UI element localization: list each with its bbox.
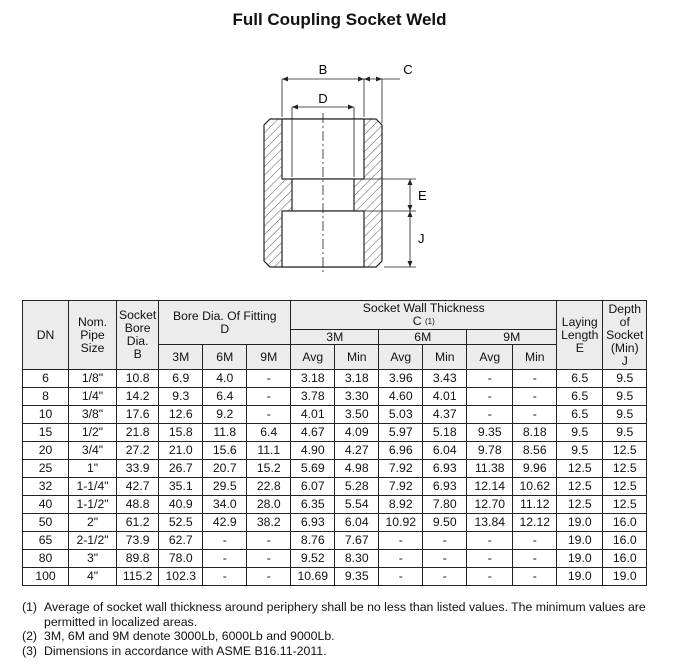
table-cell: - bbox=[379, 532, 423, 550]
table-cell: 40 bbox=[23, 496, 69, 514]
coupling-section bbox=[264, 113, 382, 275]
table-cell: 8.30 bbox=[335, 550, 379, 568]
table-cell: 48.8 bbox=[117, 496, 159, 514]
table-row bbox=[23, 370, 647, 388]
table-cell: 100 bbox=[23, 568, 69, 586]
table-cell: - bbox=[247, 550, 291, 568]
table-row bbox=[23, 478, 647, 496]
table-cell: 9.5 bbox=[603, 370, 647, 388]
table-cell: 1-1/2" bbox=[69, 496, 117, 514]
table-cell: 21.8 bbox=[117, 424, 159, 442]
table-cell: 13.84 bbox=[467, 514, 513, 532]
table-cell: 65 bbox=[23, 532, 69, 550]
table-cell: 16.0 bbox=[603, 514, 647, 532]
table-cell: 52.5 bbox=[159, 514, 203, 532]
table-cell: 38.2 bbox=[247, 514, 291, 532]
table-cell: 6 bbox=[23, 370, 69, 388]
header-wall-9m: 9M bbox=[467, 330, 557, 345]
table-cell: - bbox=[513, 388, 557, 406]
header-bore-3m: 3M bbox=[159, 345, 203, 370]
table-cell: 12.5 bbox=[603, 460, 647, 478]
table-cell: 20 bbox=[23, 442, 69, 460]
table-cell: - bbox=[513, 406, 557, 424]
table-cell: 6.93 bbox=[423, 478, 467, 496]
table-cell: 10.62 bbox=[513, 478, 557, 496]
table-cell: - bbox=[467, 568, 513, 586]
table-cell: - bbox=[203, 568, 247, 586]
table-cell: 5.97 bbox=[379, 424, 423, 442]
table-cell: - bbox=[467, 370, 513, 388]
table-cell: 9.78 bbox=[467, 442, 513, 460]
table-cell: - bbox=[247, 532, 291, 550]
table-row bbox=[23, 442, 647, 460]
table-cell: - bbox=[247, 406, 291, 424]
table-cell: 5.18 bbox=[423, 424, 467, 442]
table-cell: 9.5 bbox=[557, 442, 603, 460]
table-row bbox=[23, 514, 647, 532]
table-cell: 2" bbox=[69, 514, 117, 532]
table-cell: 8.56 bbox=[513, 442, 557, 460]
header-3m-avg: Avg bbox=[291, 345, 335, 370]
table-cell: 25 bbox=[23, 460, 69, 478]
table-cell: 9.3 bbox=[159, 388, 203, 406]
table-row bbox=[23, 388, 647, 406]
table-row bbox=[23, 406, 647, 424]
header-bore-6m: 6M bbox=[203, 345, 247, 370]
header-bore-9m: 9M bbox=[247, 345, 291, 370]
header-wall-6m: 6M bbox=[379, 330, 467, 345]
table-cell: 8.76 bbox=[291, 532, 335, 550]
table-cell: 115.2 bbox=[117, 568, 159, 586]
table-cell: 89.8 bbox=[117, 550, 159, 568]
table-cell: 11.1 bbox=[247, 442, 291, 460]
table-cell: 1-1/4" bbox=[69, 478, 117, 496]
table-cell: 12.5 bbox=[603, 442, 647, 460]
table-cell: 9.35 bbox=[467, 424, 513, 442]
table-cell: 33.9 bbox=[117, 460, 159, 478]
table-cell: 50 bbox=[23, 514, 69, 532]
table-cell: - bbox=[513, 370, 557, 388]
table-cell: - bbox=[247, 370, 291, 388]
table-cell: 3.30 bbox=[335, 388, 379, 406]
table-cell: 4.67 bbox=[291, 424, 335, 442]
table-cell: 4.01 bbox=[291, 406, 335, 424]
label-e: E bbox=[418, 188, 427, 203]
dimension-c bbox=[364, 77, 400, 124]
table-cell: 9.50 bbox=[423, 514, 467, 532]
table-cell: 3.96 bbox=[379, 370, 423, 388]
table-cell: 9.5 bbox=[603, 424, 647, 442]
table-cell: 12.5 bbox=[603, 496, 647, 514]
table-cell: 9.5 bbox=[557, 424, 603, 442]
table-row bbox=[23, 496, 647, 514]
label-b: B bbox=[318, 62, 328, 77]
table-cell: 6.04 bbox=[423, 442, 467, 460]
table-cell: 19.0 bbox=[557, 532, 603, 550]
table-cell: 12.5 bbox=[557, 478, 603, 496]
table-cell: 6.4 bbox=[203, 388, 247, 406]
table-cell: 6.9 bbox=[159, 370, 203, 388]
table-cell: - bbox=[513, 532, 557, 550]
table-cell: 15.8 bbox=[159, 424, 203, 442]
table-cell: 20.7 bbox=[203, 460, 247, 478]
header-dn: DN bbox=[23, 301, 69, 370]
table-cell: 8 bbox=[23, 388, 69, 406]
table-cell: 80 bbox=[23, 550, 69, 568]
header-6m-avg: Avg bbox=[379, 345, 423, 370]
label-c: C bbox=[403, 62, 413, 77]
table-cell: - bbox=[467, 550, 513, 568]
table-cell: 15.2 bbox=[247, 460, 291, 478]
table-cell: - bbox=[379, 568, 423, 586]
table-cell: - bbox=[467, 532, 513, 550]
table-cell: 19.0 bbox=[603, 568, 647, 586]
table-cell: 28.0 bbox=[247, 496, 291, 514]
table-cell: 19.0 bbox=[557, 550, 603, 568]
table-cell: 3/4" bbox=[69, 442, 117, 460]
table-cell: 40.9 bbox=[159, 496, 203, 514]
table-cell: 9.52 bbox=[291, 550, 335, 568]
table-cell: 1/4" bbox=[69, 388, 117, 406]
header-9m-min: Min bbox=[513, 345, 557, 370]
table-cell: 1/8" bbox=[69, 370, 117, 388]
table-cell: 9.5 bbox=[603, 388, 647, 406]
table-cell: 12.6 bbox=[159, 406, 203, 424]
coupling-diagram bbox=[240, 55, 440, 285]
table-cell: 16.0 bbox=[603, 532, 647, 550]
footnote: (3) Dimensions in accordance with ASME B16.11-2011. bbox=[22, 643, 327, 658]
label-j: J bbox=[418, 231, 425, 246]
table-cell: 6.96 bbox=[379, 442, 423, 460]
table-cell: 4.27 bbox=[335, 442, 379, 460]
table-cell: - bbox=[423, 532, 467, 550]
header-3m-min: Min bbox=[335, 345, 379, 370]
table-cell: 10.92 bbox=[379, 514, 423, 532]
table-cell: 6.07 bbox=[291, 478, 335, 496]
table-cell: 3.43 bbox=[423, 370, 467, 388]
table-cell: 11.12 bbox=[513, 496, 557, 514]
table-cell: 4.01 bbox=[423, 388, 467, 406]
table-cell: 4.60 bbox=[379, 388, 423, 406]
table-cell: 19.0 bbox=[557, 514, 603, 532]
table-cell: 7.80 bbox=[423, 496, 467, 514]
table-cell: 11.38 bbox=[467, 460, 513, 478]
table-cell: 78.0 bbox=[159, 550, 203, 568]
footnote: (1) Average of socket wall thickness around periphery shall be no less than listed values. The minimum values are permitted in localized areas. bbox=[22, 600, 646, 629]
table-cell: 15 bbox=[23, 424, 69, 442]
table-cell: 3.18 bbox=[335, 370, 379, 388]
header-socket-wall: Socket Wall Thickness C $^{(1)}$ bbox=[291, 301, 557, 330]
table-cell: - bbox=[513, 568, 557, 586]
table-cell: 5.69 bbox=[291, 460, 335, 478]
table-cell: 6.93 bbox=[423, 460, 467, 478]
dimension-table bbox=[22, 300, 647, 586]
table-cell: 7.92 bbox=[379, 460, 423, 478]
table-cell: 27.2 bbox=[117, 442, 159, 460]
table-row bbox=[23, 550, 647, 568]
table-cell: - bbox=[423, 568, 467, 586]
footnote: (2) 3M, 6M and 9M denote 3000Lb, 6000Lb and 9000Lb. bbox=[22, 629, 335, 643]
table-cell: 11.8 bbox=[203, 424, 247, 442]
table-cell: 42.7 bbox=[117, 478, 159, 496]
header-nom-pipe-size: Nom. Pipe Size bbox=[69, 301, 117, 370]
table-cell: 3.50 bbox=[335, 406, 379, 424]
table-cell: 73.9 bbox=[117, 532, 159, 550]
table-cell: 1/2" bbox=[69, 424, 117, 442]
table-cell: 10.8 bbox=[117, 370, 159, 388]
table-cell: 32 bbox=[23, 478, 69, 496]
table-cell: 12.5 bbox=[557, 460, 603, 478]
header-depth-socket: Depth of Socket (Min) J bbox=[603, 301, 647, 370]
table-cell: 15.6 bbox=[203, 442, 247, 460]
table-cell: 21.0 bbox=[159, 442, 203, 460]
table-cell: 29.5 bbox=[203, 478, 247, 496]
table-cell: - bbox=[247, 568, 291, 586]
table-cell: 6.5 bbox=[557, 370, 603, 388]
table-cell: 4.37 bbox=[423, 406, 467, 424]
table-cell: 4.09 bbox=[335, 424, 379, 442]
table-cell: 7.67 bbox=[335, 532, 379, 550]
page-title: Full Coupling Socket Weld bbox=[232, 10, 447, 29]
table-cell: 62.7 bbox=[159, 532, 203, 550]
table-cell: 1" bbox=[69, 460, 117, 478]
table-row bbox=[23, 460, 647, 478]
table-cell: 16.0 bbox=[603, 550, 647, 568]
table-cell: 9.5 bbox=[603, 406, 647, 424]
table-row bbox=[23, 568, 647, 586]
table-cell: 9.96 bbox=[513, 460, 557, 478]
table-cell: 6.5 bbox=[557, 406, 603, 424]
table-body bbox=[23, 370, 647, 586]
table-cell: 4.0 bbox=[203, 370, 247, 388]
header-wall-3m: 3M bbox=[291, 330, 379, 345]
table-cell: - bbox=[379, 550, 423, 568]
table-cell: 34.0 bbox=[203, 496, 247, 514]
table-row bbox=[23, 532, 647, 550]
table-cell: 12.5 bbox=[557, 496, 603, 514]
table-cell: 42.9 bbox=[203, 514, 247, 532]
table-cell: 12.12 bbox=[513, 514, 557, 532]
table-cell: 4" bbox=[69, 568, 117, 586]
table-cell: 61.2 bbox=[117, 514, 159, 532]
table-cell: - bbox=[467, 406, 513, 424]
table-cell: 3/8" bbox=[69, 406, 117, 424]
header-laying-length: Laying Length E bbox=[557, 301, 603, 370]
table-cell: 8.92 bbox=[379, 496, 423, 514]
table-cell: 10 bbox=[23, 406, 69, 424]
table-cell: 2-1/2" bbox=[69, 532, 117, 550]
footnotes bbox=[22, 600, 662, 658]
table-cell: 6.04 bbox=[335, 514, 379, 532]
table-cell: 12.70 bbox=[467, 496, 513, 514]
table-cell: 9.35 bbox=[335, 568, 379, 586]
header-6m-min: Min bbox=[423, 345, 467, 370]
table-cell: 6.4 bbox=[247, 424, 291, 442]
table-cell: 26.7 bbox=[159, 460, 203, 478]
table-cell: 4.90 bbox=[291, 442, 335, 460]
table-cell: - bbox=[203, 532, 247, 550]
table-cell: 9.2 bbox=[203, 406, 247, 424]
table-cell: 14.2 bbox=[117, 388, 159, 406]
table-cell: 10.69 bbox=[291, 568, 335, 586]
table-cell: 22.8 bbox=[247, 478, 291, 496]
table-cell: 6.93 bbox=[291, 514, 335, 532]
table-cell: - bbox=[247, 388, 291, 406]
table-cell: 3.18 bbox=[291, 370, 335, 388]
label-d: D bbox=[318, 91, 328, 106]
table-cell: 3" bbox=[69, 550, 117, 568]
table-cell: - bbox=[423, 550, 467, 568]
table-cell: 12.5 bbox=[603, 478, 647, 496]
table-cell: - bbox=[203, 550, 247, 568]
table-cell: 6.5 bbox=[557, 388, 603, 406]
table-cell: 102.3 bbox=[159, 568, 203, 586]
table-cell: 4.98 bbox=[335, 460, 379, 478]
table-cell: 35.1 bbox=[159, 478, 203, 496]
table-cell: 19.0 bbox=[557, 568, 603, 586]
table-row bbox=[23, 424, 647, 442]
table-cell: 5.03 bbox=[379, 406, 423, 424]
table-cell: 3.78 bbox=[291, 388, 335, 406]
header-bore-dia: Bore Dia. Of Fitting D bbox=[159, 301, 291, 345]
table-cell: 12.14 bbox=[467, 478, 513, 496]
table-cell: 5.54 bbox=[335, 496, 379, 514]
table-cell: 17.6 bbox=[117, 406, 159, 424]
table-cell: 7.92 bbox=[379, 478, 423, 496]
table-cell: 6.35 bbox=[291, 496, 335, 514]
table-cell: 8.18 bbox=[513, 424, 557, 442]
table-cell: - bbox=[513, 550, 557, 568]
table-cell: 5.28 bbox=[335, 478, 379, 496]
header-9m-avg: Avg bbox=[467, 345, 513, 370]
table-cell: - bbox=[467, 388, 513, 406]
header-socket-bore-dia: Socket Bore Dia. B bbox=[117, 301, 159, 370]
